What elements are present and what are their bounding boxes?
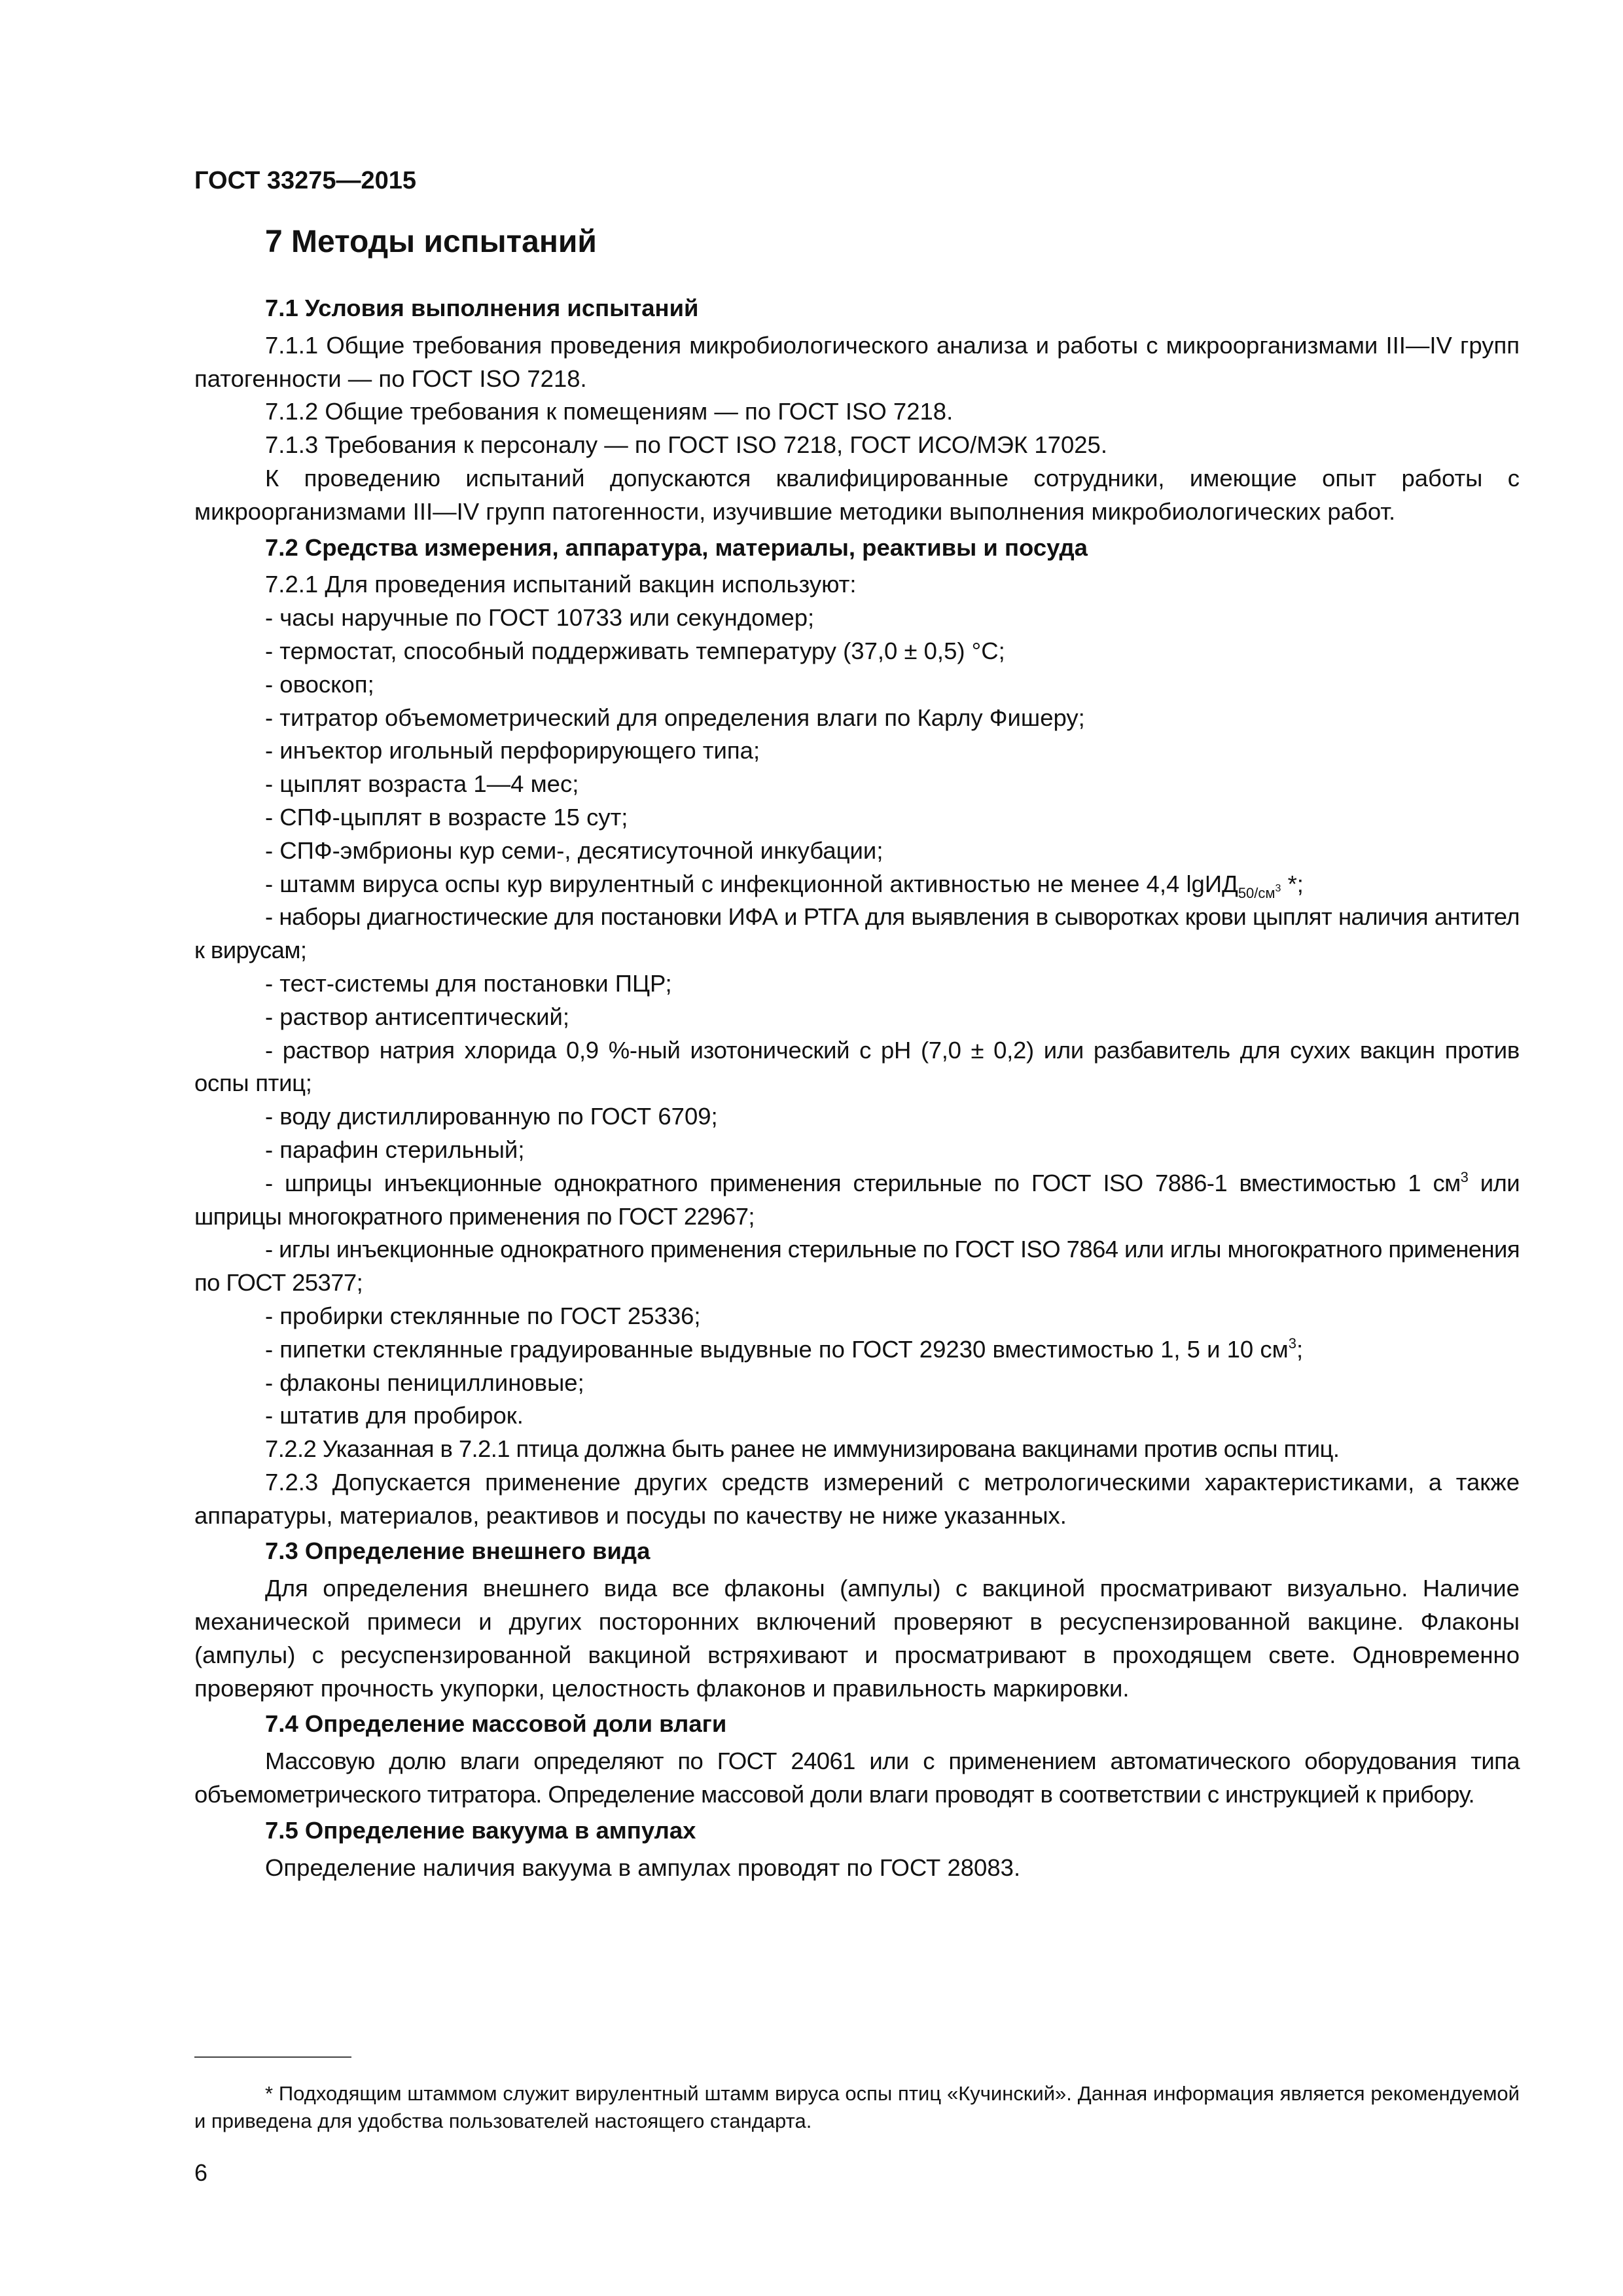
pipettes-text-tail: ; <box>1296 1335 1304 1363</box>
document-header-code: ГОСТ 33275—2015 <box>194 167 417 194</box>
footnote-marker: *; <box>1287 870 1304 897</box>
list-item: - раствор антисептический; <box>265 1003 570 1030</box>
syringes-text-tail: или шприцы многократного применения по ГОСТ 22967; <box>194 1169 1520 1230</box>
list-item: - инъектор игольный перфорирующего типа; <box>265 737 760 764</box>
list-item: - цыплят возраста 1—4 мес; <box>265 770 579 798</box>
list-item-strain <box>194 868 1520 901</box>
paragraph-7-4: Массовую долю влаги определяют по ГОСТ 24061 или с применением автоматического оборудования типа объемометрического титратора. Определение массовой доли влаги проводят в соответствии с инструкцией к прибору. <box>194 1748 1520 1808</box>
pipettes-unit-power: 3 <box>1288 1335 1296 1352</box>
paragraph-7-2-3: 7.2.3 Допускается применение других средств измерений с метрологическими характеристиками, а также аппаратуры, материалов, реактивов и посуды по качеству не ниже указанных. <box>194 1468 1520 1529</box>
pipettes-text: - пипетки стеклянные градуированные выдувные по ГОСТ 29230 вместимостью 1, 5 и 10 см <box>265 1335 1289 1363</box>
paragraph-7-1-2: 7.1.2 Общие требования к помещениям — по ГОСТ ISO 7218. <box>265 398 954 425</box>
footnote-text: * Подходящим штаммом служит вирулентный штамм вируса оспы птиц «Кучинский». Данная информация является рекомендуемой и приведена для удобства пользователей настоящего стандарта. <box>194 2082 1520 2132</box>
list-item: - иглы инъекционные однократного применения стерильные по ГОСТ ISO 7864 или иглы многократного применения по ГОСТ 25377; <box>194 1236 1520 1297</box>
list-item: - СПФ-эмбрионы кур семи-, десятисуточной инкубации; <box>265 836 883 864</box>
paragraph-7-2-2: 7.2.2 Указанная в 7.2.1 птица должна быть ранее не иммунизирована вакцинами против оспы птиц. <box>265 1435 1340 1463</box>
strain-unit-subscript <box>1238 882 1281 901</box>
list-item: - парафин стерильный; <box>265 1136 525 1163</box>
list-item: - пробирки стеклянные по ГОСТ 25336; <box>265 1302 701 1329</box>
strain-unit-text: 50/см <box>1238 884 1275 901</box>
paragraph-7-3: Для определения внешнего вида все флаконы (ампулы) с вакциной просматривают визуально. Наличие механической примеси и других посторонних включений проверяют в ресуспензированной вакцине. Флаконы (ампулы) с ресуспензированной вакциной встряхивают и просматривают в проходящем свете. Одновременно проверяют прочность укупорки, целостность флаконов и правильность маркировки. <box>194 1575 1520 1702</box>
strain-unit-power: 3 <box>1275 882 1281 894</box>
subsection-7-2-title: 7.2 Средства измерения, аппаратура, материалы, реактивы и посуда <box>265 533 1088 561</box>
paragraph-7-2-1: 7.2.1 Для проведения испытаний вакцин используют: <box>265 571 857 598</box>
list-item: - раствор натрия хлорида 0,9 %-ный изотонический с pH (7,0 ± 0,2) или разбавитель для сухих вакцин против оспы птиц; <box>194 1036 1520 1097</box>
subsection-7-1-title: 7.1 Условия выполнения испытаний <box>265 295 699 321</box>
list-item: - флаконы пенициллиновые; <box>265 1369 584 1396</box>
subsection-7-3-title: 7.3 Определение внешнего вида <box>265 1537 651 1565</box>
strain-text: - штамм вируса оспы кур вирулентный с инфекционной активностью не менее 4,4 lgИД <box>265 870 1238 897</box>
document-body <box>194 221 1520 1884</box>
page-number: 6 <box>194 2159 208 2186</box>
section-title: 7 Методы испытаний <box>265 224 597 259</box>
list-item: - тест-системы для постановки ПЦР; <box>265 969 672 997</box>
footnote <box>194 2080 1520 2135</box>
subsection-7-4-title: 7.4 Определение массовой доли влаги <box>265 1710 727 1738</box>
list-item-syringes <box>194 1167 1520 1234</box>
list-item: - титратор объемометрический для определения влаги по Карлу Фишеру; <box>265 704 1085 731</box>
list-item-pipettes <box>194 1333 1520 1367</box>
syringes-text: - шприцы инъекционные однократного применения стерильные по ГОСТ ISO 7886-1 вместимостью 1 см <box>265 1169 1461 1196</box>
syringes-unit-power: 3 <box>1460 1168 1469 1185</box>
list-item: - овоскоп; <box>265 670 374 698</box>
list-item: - термостат, способный поддерживать температуру (37,0 ± 0,5) °С; <box>265 637 1005 664</box>
subsection-7-5-title: 7.5 Определение вакуума в ампулах <box>265 1816 696 1844</box>
footnote-divider <box>194 2056 351 2058</box>
paragraph-7-5: Определение наличия вакуума в ампулах проводят по ГОСТ 28083. <box>265 1854 1021 1881</box>
list-item: - часы наручные по ГОСТ 10733 или секундомер; <box>265 604 815 632</box>
list-item: - наборы диагностические для постановки ИФА и РТГА для выявления в сыворотках крови цыплят наличия антител к вирусам; <box>194 903 1520 964</box>
paragraph-7-1-1: 7.1.1 Общие требования проведения микробиологического анализа и работы с микроорганизмами III—IV групп патогенности — по ГОСТ ISO 7218. <box>194 331 1520 392</box>
list-item: - воду дистиллированную по ГОСТ 6709; <box>265 1103 718 1130</box>
list-item: - СПФ-цыплят в возрасте 15 сут; <box>265 803 628 831</box>
paragraph-personnel: К проведению испытаний допускаются квалифицированные сотрудники, имеющие опыт работы с микроорганизмами III—IV групп патогенности, изучившие методики выполнения микробиологических работ. <box>194 464 1520 525</box>
list-item: - штатив для пробирок. <box>265 1402 524 1429</box>
paragraph-7-1-3: 7.1.3 Требования к персоналу — по ГОСТ ISO 7218, ГОСТ ИСО/МЭК 17025. <box>265 431 1107 459</box>
